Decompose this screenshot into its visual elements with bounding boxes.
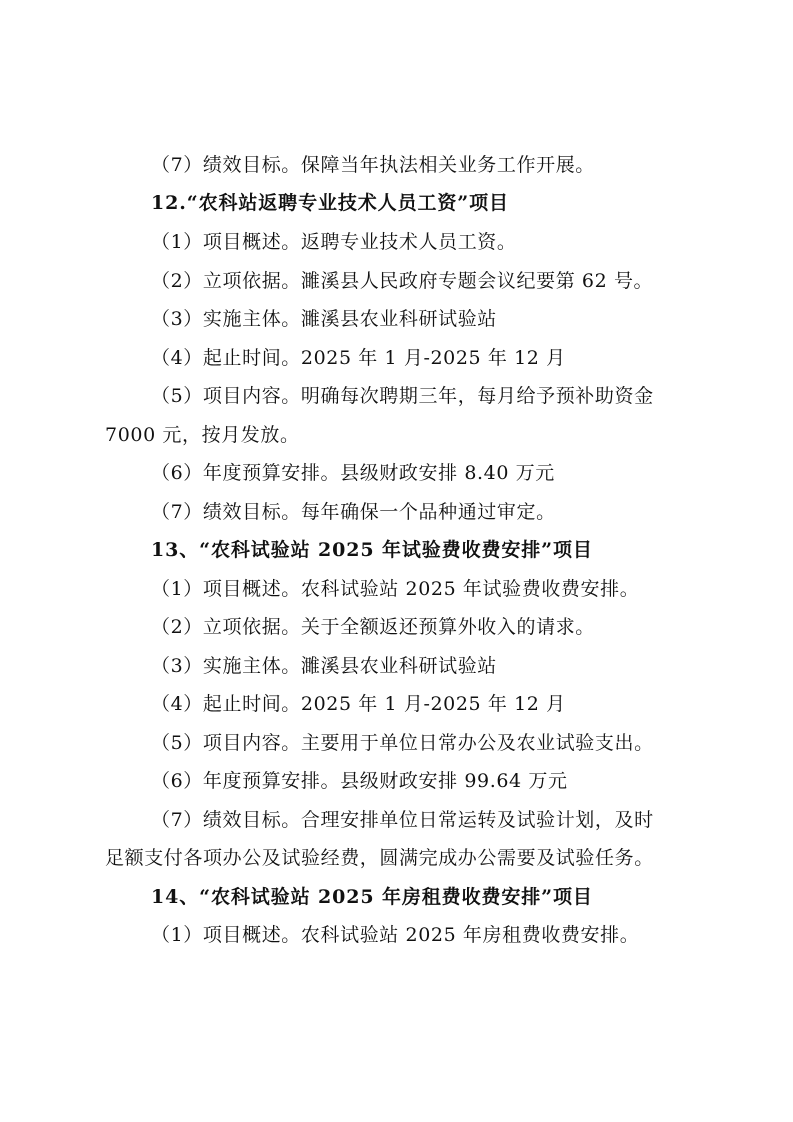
paragraph-line: （3）实施主体。濉溪县农业科研试验站 <box>151 655 497 677</box>
paragraph-line: （3）实施主体。濉溪县农业科研试验站 <box>151 308 497 330</box>
paragraph-line: （7）绩效目标。每年确保一个品种通过审定。 <box>151 501 556 523</box>
section-heading-12: 12.“农科站返聘专业技术人员工资”项目 <box>151 192 509 214</box>
paragraph-line: （2）立项依据。濉溪县人民政府专题会议纪要第 62 号。 <box>151 270 654 292</box>
paragraph-line: （4）起止时间。2025 年 1 月-2025 年 12 月 <box>151 693 566 715</box>
paragraph-line: （1）项目概述。农科试验站 2025 年房租费收费安排。 <box>151 924 640 946</box>
paragraph-line: （1）项目概述。返聘专业技术人员工资。 <box>151 231 517 253</box>
paragraph-line: （1）项目概述。农科试验站 2025 年试验费收费安排。 <box>151 578 640 600</box>
section-heading-13: 13、“农科试验站 2025 年试验费收费安排”项目 <box>151 539 593 561</box>
paragraph-line: （2）立项依据。关于全额返还预算外收入的请求。 <box>151 616 595 638</box>
paragraph-line: （6）年度预算安排。县级财政安排 99.64 万元 <box>151 770 568 792</box>
paragraph-line-continuation: 足额支付各项办公及试验经费，圆满完成办公需要及试验任务。 <box>105 847 654 869</box>
paragraph-line: （4）起止时间。2025 年 1 月-2025 年 12 月 <box>151 347 566 369</box>
paragraph-line: （7）绩效目标。合理安排单位日常运转及试验计划，及时 <box>151 809 654 831</box>
paragraph-line: （5）项目内容。明确每次聘期三年，每月给予预补助资金 <box>151 385 654 407</box>
paragraph-line: （6）年度预算安排。县级财政安排 8.40 万元 <box>151 462 555 484</box>
paragraph-line: （5）项目内容。主要用于单位日常办公及农业试验支出。 <box>151 732 654 754</box>
paragraph-line-continuation: 7000 元，按月发放。 <box>105 424 300 446</box>
paragraph-line: （7）绩效目标。保障当年执法相关业务工作开展。 <box>151 154 595 176</box>
section-heading-14: 14、“农科试验站 2025 年房租费收费安排”项目 <box>151 886 593 908</box>
